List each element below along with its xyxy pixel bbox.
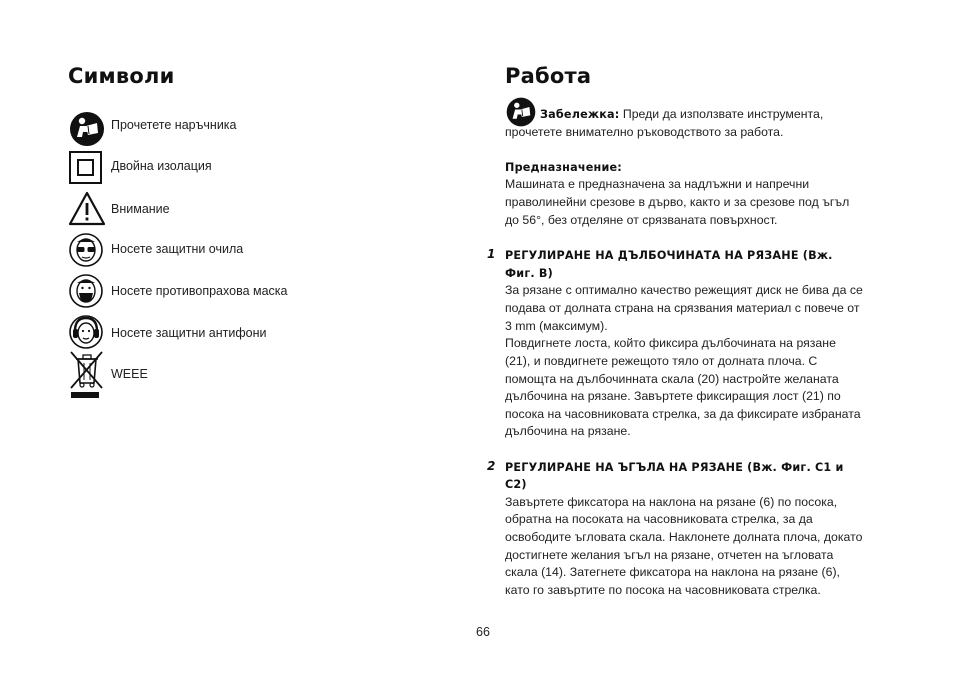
- step-line: скала (14). Затегнете фиксатора на наклона на рязане (6),: [505, 565, 840, 579]
- warning-triangle-icon: [68, 190, 106, 228]
- purpose-line: до 56°, без отделяне от срязваната повърхност.: [505, 213, 778, 227]
- step-line: За рязане с оптимално качество режещият диск не бива да се: [505, 283, 863, 297]
- step-heading-line: РЕГУЛИРАНЕ НА ДЪЛБОЧИНАТА НА РЯЗАНЕ (Вж.: [505, 249, 833, 262]
- symbol-row-read-manual: [68, 110, 398, 148]
- step-line: Завъртете фиксатора на наклона на рязане (6) по посока,: [505, 495, 838, 509]
- step-line: посока на часовниковата стрелка, за да фиксирате избраната: [505, 407, 861, 421]
- dust-mask-icon: [68, 273, 106, 311]
- step-line: (21), и повдигнете режещото тяло от долната плоча. С: [505, 354, 818, 368]
- symbol-row-double-insulation: [68, 149, 398, 187]
- symbols-title: Символи: [68, 64, 175, 88]
- step-line: дълбочина на рязане.: [505, 424, 631, 438]
- symbol-row-weee: [68, 350, 398, 402]
- step-line: обратна на посоката на часовниковата стрелка, за да: [505, 512, 813, 526]
- symbol-label: Внимание: [111, 202, 170, 216]
- symbol-row-ear-protection: [68, 314, 398, 352]
- purpose-heading: Предназначение:: [505, 161, 622, 174]
- step-line: 3 mm (максимум).: [505, 319, 608, 333]
- double-insulation-icon: [68, 149, 106, 187]
- symbol-row-safety-glasses: [68, 232, 398, 270]
- purpose-line: Машината е предназначена за надлъжни и напречни: [505, 177, 810, 191]
- safety-glasses-icon: [68, 232, 106, 270]
- step-line: Повдигнете лоста, който фиксира дълбочината на рязане: [505, 336, 836, 350]
- symbol-row-dust-mask: [68, 273, 398, 311]
- symbol-label: Двойна изолация: [111, 159, 212, 173]
- symbol-label: Носете противопрахова маска: [111, 284, 288, 298]
- note-label: Забележка:: [540, 108, 620, 121]
- step-number: 2: [487, 459, 496, 473]
- step-line: достигнете желания ъгъл на рязане, отчетен на ъгловата: [505, 548, 834, 562]
- step-heading-line: Фиг. B): [505, 267, 553, 280]
- section-title: Работа: [505, 64, 592, 88]
- step-heading-line: C2): [505, 478, 527, 491]
- weee-bin-icon: [68, 350, 106, 402]
- step-heading-line: РЕГУЛИРАНЕ НА ЪГЪЛА НА РЯЗАНЕ (Вж. Фиг. C1 и: [505, 461, 844, 474]
- step-line: освободите ъгловата скала. Наклонете долната плоча, докато: [505, 530, 863, 544]
- step-number: 1: [487, 247, 496, 261]
- note-line-1: [540, 106, 823, 124]
- step-line: подава от долната страна на срязвания материал с повече от: [505, 301, 860, 315]
- page-number: 66: [476, 625, 490, 639]
- symbol-label: Прочетете наръчника: [111, 118, 237, 132]
- step-line: помощта на дълбочинната скала (20) настройте желаната: [505, 372, 839, 386]
- purpose-line: праволинейни срезове в дърво, както и за срезове под ъгъл: [505, 195, 850, 209]
- symbol-row-warning: [68, 190, 398, 228]
- note-text: Преди да използвате инструмента,: [622, 107, 824, 121]
- read-manual-icon: [68, 110, 106, 148]
- symbol-label: WEEE: [111, 367, 148, 381]
- step-line: дълбочина на рязане. Завъртете фиксиращия лост (21) по: [505, 389, 841, 403]
- ear-protection-icon: [68, 314, 106, 352]
- symbol-label: Носете защитни очила: [111, 242, 244, 256]
- step-line: като го завъртите по посока на часовниковата стрелка.: [505, 583, 821, 597]
- note-line-2: прочетете внимателно ръководството за работа.: [505, 125, 784, 139]
- symbol-label: Носете защитни антифони: [111, 326, 267, 340]
